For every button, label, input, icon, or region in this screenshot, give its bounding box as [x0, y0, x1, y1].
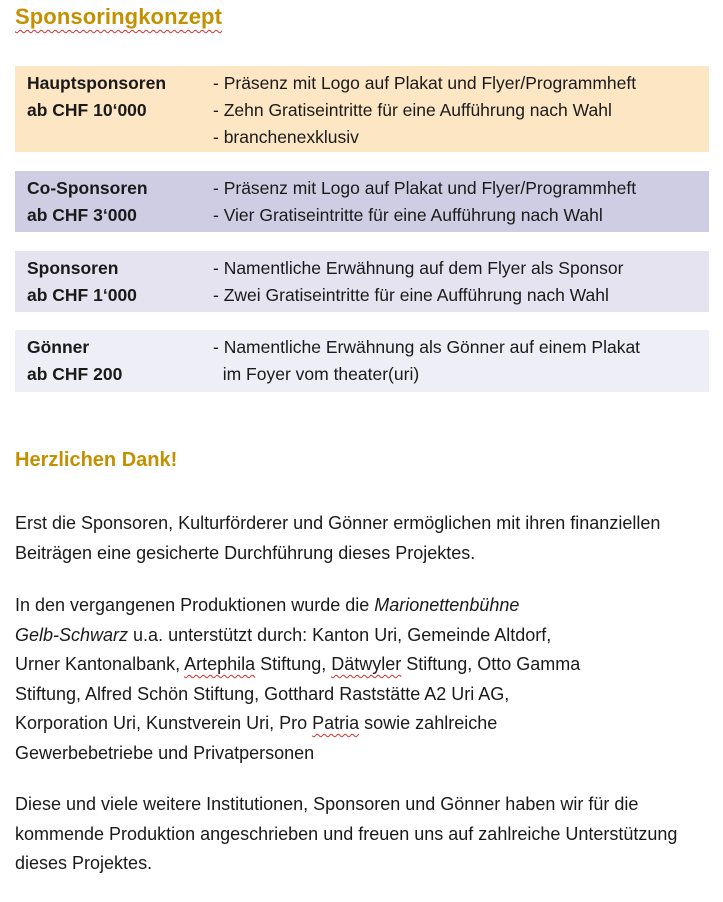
- tier-co-sponsoren: [15, 171, 709, 232]
- paragraph-text: Stiftung,: [255, 654, 332, 674]
- page-title: Sponsoringkonzept: [15, 4, 223, 29]
- spellcheck-word: Dätwyler: [331, 654, 402, 674]
- paragraph-text: Urner Kantonalbank,: [15, 654, 185, 674]
- thanks-paragraph-3: Diese und viele weitere Institutionen, Sponsoren und Gönner haben wir für die kommende Produktion angeschrieben und freuen uns auf zahlreiche Unterstützung dieses Projektes.: [15, 794, 678, 873]
- thanks-paragraph-1: Erst die Sponsoren, Kulturförderer und Gönner ermöglichen mit ihren finanziellen Beiträgen eine gesicherte Durchführung dieses Projektes.: [15, 513, 661, 563]
- tier-amount: ab CHF 200: [27, 364, 123, 384]
- paragraph-text: Gewerbebetriebe und Privatpersonen: [15, 742, 315, 763]
- tier-sponsoren: [15, 251, 709, 312]
- tier-benefit: - Präsenz mit Logo auf Plakat und Flyer/Programmheft: [213, 73, 637, 93]
- tier-benefit: - branchenexklusiv: [213, 127, 359, 147]
- tier-name: Sponsoren: [27, 258, 119, 278]
- spellcheck-word: Patria: [312, 713, 360, 733]
- thanks-heading: Herzlichen Dank!: [15, 449, 178, 471]
- tier-benefit: - Namentliche Erwähnung auf dem Flyer als Sponsor: [213, 258, 624, 278]
- tier-amount: ab CHF 1‘000: [27, 285, 137, 305]
- tier-name: Co-Sponsoren: [27, 178, 148, 198]
- production-title: Marionettenbühne Gelb-Schwarz: [15, 595, 520, 645]
- tier-amount: ab CHF 10‘000: [27, 100, 147, 120]
- paragraph-text: Stiftung, Otto Gamma: [401, 654, 581, 674]
- thanks-paragraph-2: [15, 591, 715, 768]
- paragraph-text: Korporation Uri, Kunstverein Uri, Pro: [15, 713, 313, 733]
- tier-benefit: - Zwei Gratiseintritte für eine Aufführung nach Wahl: [213, 285, 609, 305]
- spellcheck-word: Artephila: [184, 654, 256, 674]
- paragraph-text: u.a. unterstützt durch: Kanton Uri, Gemeinde Altdorf,: [128, 624, 552, 645]
- tier-goenner: [15, 330, 709, 392]
- tier-hauptsponsoren: [15, 66, 709, 152]
- paragraph-text: sowie zahlreiche: [359, 713, 498, 733]
- tier-amount: ab CHF 3‘000: [27, 205, 137, 225]
- paragraph-text: Stiftung, Alfred Schön Stiftung, Gotthard Raststätte A2 Uri AG,: [15, 683, 510, 704]
- tier-benefit: - Präsenz mit Logo auf Plakat und Flyer/Programmheft: [213, 178, 637, 198]
- paragraph-text: In den vergangenen Produktionen wurde die: [15, 595, 375, 615]
- tier-name: Gönner: [27, 337, 90, 357]
- tier-benefit: - Namentliche Erwähnung als Gönner auf einem Plakat: [213, 337, 641, 357]
- tier-name: Hauptsponsoren: [27, 73, 167, 93]
- tier-benefit: im Foyer vom theater(uri): [213, 364, 420, 384]
- tier-benefit: - Zehn Gratiseintritte für eine Aufführung nach Wahl: [213, 100, 612, 120]
- tier-benefit: - Vier Gratiseintritte für eine Aufführung nach Wahl: [213, 205, 603, 225]
